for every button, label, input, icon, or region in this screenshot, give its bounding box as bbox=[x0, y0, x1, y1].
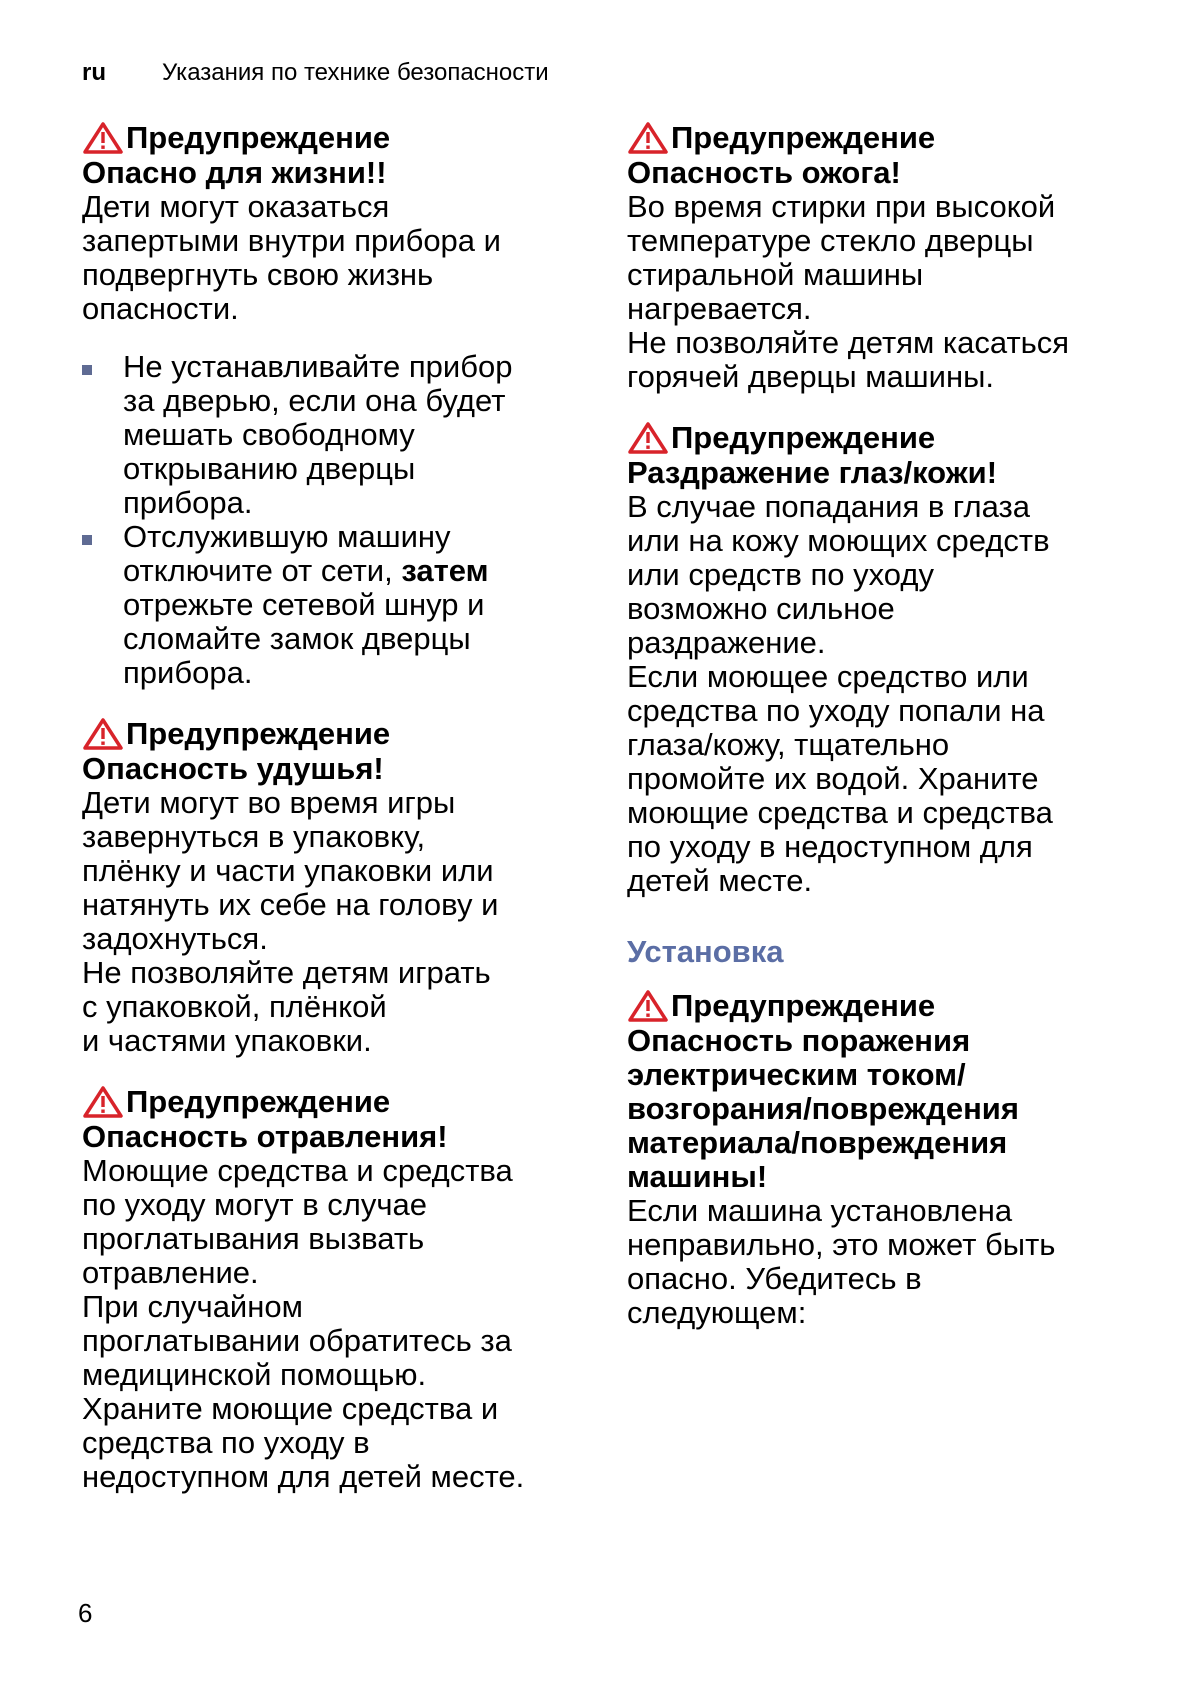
bullet-list bbox=[82, 350, 602, 690]
list-item-text-end: отрежьте сетевой шнур и сломайте замок дверцы прибора. bbox=[123, 587, 485, 690]
warning-block-burn bbox=[627, 120, 1147, 394]
warning-title: Предупреждение bbox=[671, 120, 936, 155]
warning-block-life bbox=[82, 120, 602, 690]
warning-triangle-icon bbox=[82, 1085, 124, 1119]
warning-triangle-icon bbox=[627, 989, 669, 1023]
page-number: 6 bbox=[78, 1598, 93, 1628]
warning-subtitle: Опасно для жизни!! bbox=[82, 155, 387, 190]
warning-title: Предупреждение bbox=[126, 120, 391, 155]
header-title: Указания по технике безопасности bbox=[162, 59, 549, 86]
warning-heading bbox=[627, 420, 1147, 456]
list-item bbox=[82, 350, 602, 520]
warning-text: Дети могут во время игры завернуться в упаковку, плёнку и части упаковки или натянуть их себе на голову и задохнуться. Не позволяйте детям играть с упаковкой, плёнкой и частями упаковки. bbox=[82, 785, 499, 1058]
warning-block-irritation bbox=[627, 420, 1147, 898]
warning-title: Предупреждение bbox=[126, 1084, 391, 1119]
warning-text: Во время стирки при высокой температуре стекло дверцы стиральной машины нагревается. Не позволяйте детям касаться горячей дверцы машины. bbox=[627, 189, 1070, 394]
warning-text: В случае попадания в глаза или на кожу моющих средств или средств по уходу возможно сильное раздражение. Если моющее средство или средства по уходу попали на глаза/кожу, тщательно промойте их водой. Храните моющие средства и средства по уходу в недоступном для детей месте. bbox=[627, 489, 1053, 898]
warning-triangle-icon bbox=[627, 421, 669, 455]
list-item-emphasis: затем bbox=[401, 553, 489, 588]
left-column bbox=[82, 120, 602, 1494]
warning-heading bbox=[82, 1084, 602, 1120]
warning-triangle-icon bbox=[627, 121, 669, 155]
warning-subtitle: Опасность ожога! bbox=[627, 155, 901, 190]
warning-subtitle: Опасность отравления! bbox=[82, 1119, 448, 1154]
bullet-square-icon bbox=[82, 365, 92, 375]
warning-title: Предупреждение bbox=[671, 988, 936, 1023]
warning-subtitle: Раздражение глаз/кожи! bbox=[627, 455, 998, 490]
warning-heading bbox=[82, 716, 602, 752]
list-item bbox=[82, 520, 602, 690]
warning-heading bbox=[627, 988, 1147, 1024]
warning-heading bbox=[627, 120, 1147, 156]
language-code: ru bbox=[82, 59, 106, 86]
warning-block-poisoning bbox=[82, 1084, 602, 1494]
warning-text: Дети могут оказаться запертыми внутри прибора и подвергнуть свою жизнь опасности. bbox=[82, 189, 501, 326]
warning-triangle-icon bbox=[82, 717, 124, 751]
bullet-square-icon bbox=[82, 535, 92, 545]
right-column bbox=[627, 120, 1147, 1330]
warning-text: Если машина установлена неправильно, это может быть опасно. Убедитесь в следующем: bbox=[627, 1193, 1056, 1330]
warning-block-suffocation bbox=[82, 716, 602, 1058]
page-header bbox=[82, 58, 549, 88]
warning-title: Предупреждение bbox=[126, 716, 391, 751]
warning-triangle-icon bbox=[82, 121, 124, 155]
warning-subtitle: Опасность поражения электрическим током/ возгорания/повреждения материала/повреждения машины! bbox=[627, 1023, 1019, 1194]
list-item-text: Не устанавливайте прибор за дверью, если она будет мешать свободному открыванию дверцы прибора. bbox=[123, 349, 513, 520]
warning-heading bbox=[82, 120, 602, 156]
list-item-text-start: Отслужившую машину отключите от сети, bbox=[123, 519, 451, 588]
section-heading-installation: Установка bbox=[627, 934, 784, 969]
warning-block-electric bbox=[627, 988, 1147, 1330]
warning-subtitle: Опасность удушья! bbox=[82, 751, 384, 786]
warning-text: Моющие средства и средства по уходу могут в случае проглатывания вызвать отравление. При случайном проглатывании обратитесь за медицинской помощью. Храните моющие средства и средства по уходу в недоступном для детей месте. bbox=[82, 1153, 525, 1494]
warning-title: Предупреждение bbox=[671, 420, 936, 455]
